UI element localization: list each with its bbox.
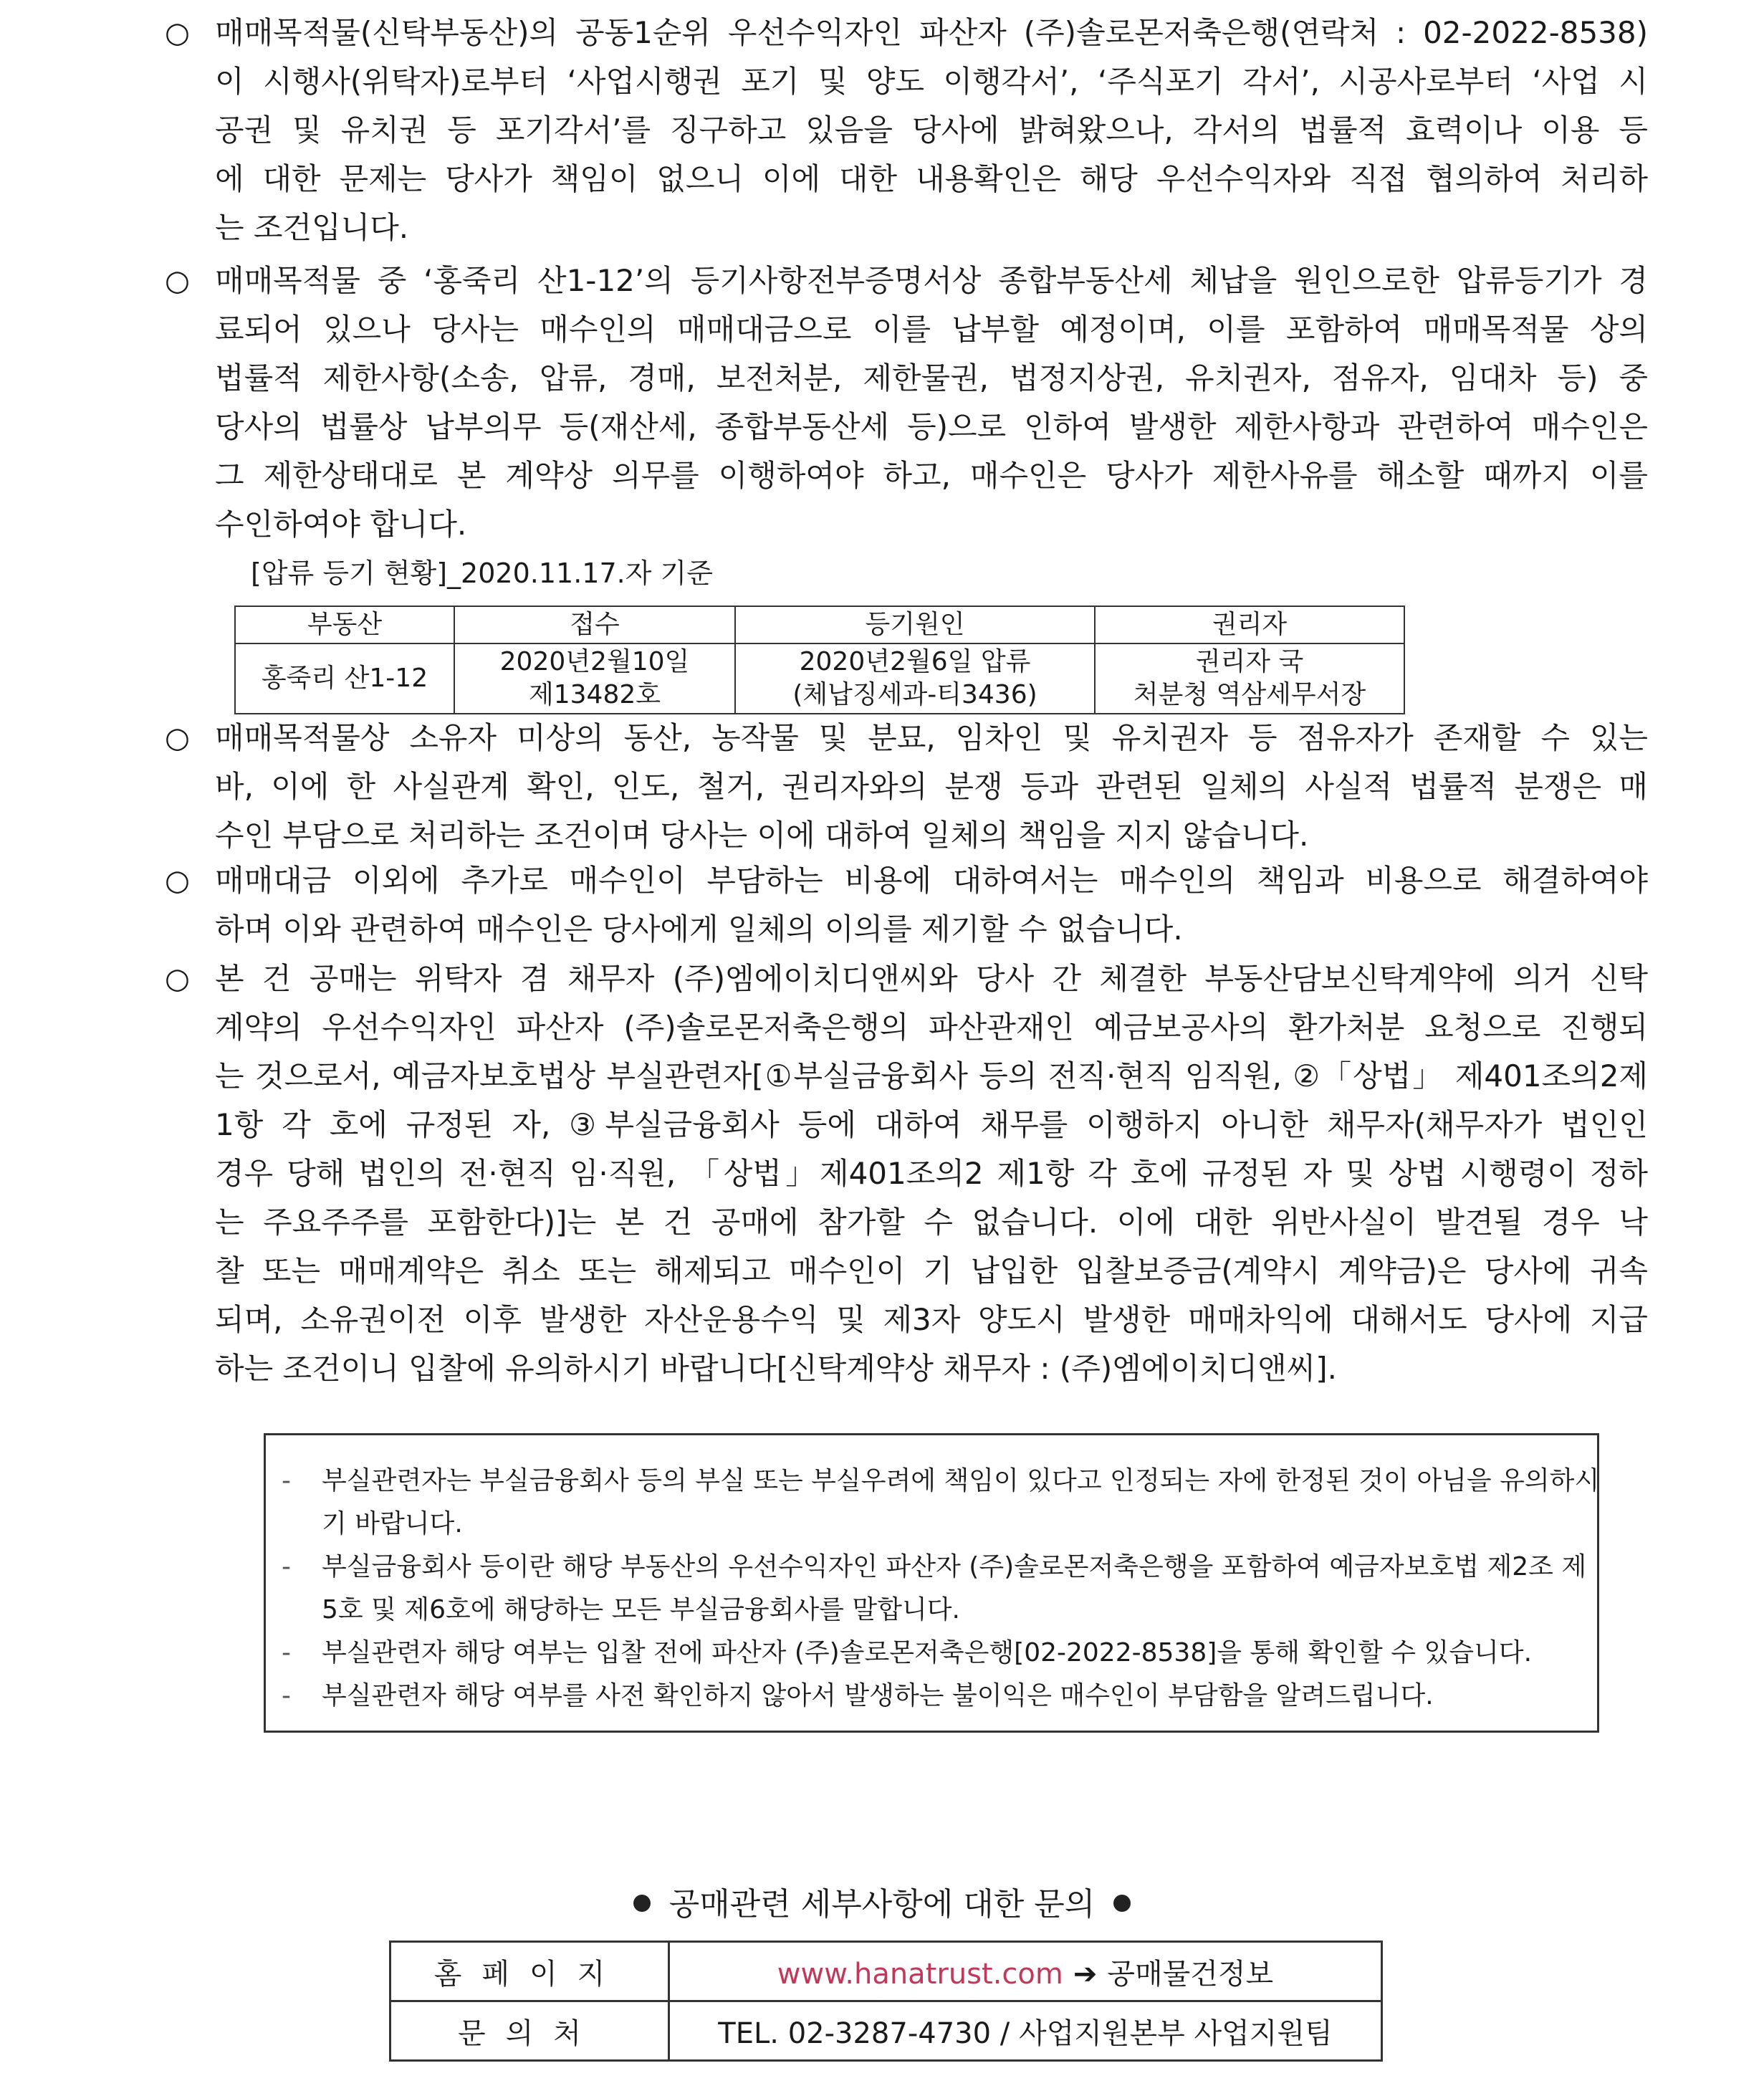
dash-mark: - xyxy=(282,1638,291,1667)
text-line: 는 주요주주를 포함한다)]는 본 건 공매에 참가할 수 없습니다. 이에 대한 위반사실이 발견될 경우 낙 xyxy=(215,1205,1648,1240)
notice-item xyxy=(282,1632,1580,1675)
text-line: 계약의 우선수익자인 파산자 (주)솔로몬저축은행의 파산관재인 예금보공사의 환가처분 요청으로 진행되 xyxy=(215,1010,1648,1045)
notice-text: 5호 및 제6호에 해당하는 모든 부실금융회사를 말합니다. xyxy=(322,1595,960,1624)
notice-item xyxy=(282,1675,1580,1718)
holder-office: 처분청 역삼세무서장 xyxy=(1133,680,1366,709)
text-line: 는 것으로서, 예금자보호법상 부실관련자[①부실금융회사 등의 전직·현직 임직원, ②「상법」 제401조의2제 xyxy=(215,1058,1648,1094)
table-header-row xyxy=(235,606,1404,643)
bullet-mark: ○ xyxy=(165,722,190,755)
notice-text: 부실관련자는 부실금융회사 등의 부실 또는 부실우려에 책임이 있다고 인정되는 자에 한정된 것이 아님을 유의하시 xyxy=(322,1466,1600,1496)
bullet-mark: ○ xyxy=(165,864,190,897)
inquiry-title-text: 공매관련 세부사항에 대한 문의 xyxy=(668,1886,1096,1923)
holder-cell xyxy=(1095,643,1404,714)
text-line: 찰 또는 매매계약은 취소 또는 해제되고 매수인이 기 납입한 입찰보증금(계약시 계약금)은 당사에 귀속 xyxy=(215,1253,1648,1288)
homepage-target: 공매물건정보 xyxy=(1107,1957,1274,1991)
cause-date: 2020년2월6일 압류 xyxy=(799,647,1031,676)
table-header-cell: 부동산 xyxy=(235,606,454,643)
receipt-number: 제13482호 xyxy=(528,680,661,709)
seizure-caption: [압류 등기 현황]_2020.11.17.자 기준 xyxy=(251,558,713,589)
contact-table xyxy=(389,1941,1383,2062)
text-line: 매매목적물(신탁부동산)의 공동1순위 우선수익자인 파산자 (주)솔로몬저축은행(연락처 : 02-2022-8538) xyxy=(215,15,1648,50)
notice-text: 기 바랍니다. xyxy=(322,1509,463,1538)
bullet-dot-icon xyxy=(1113,1895,1131,1912)
receipt-date: 2020년2월10일 xyxy=(499,647,690,676)
dash-mark: - xyxy=(282,1552,291,1581)
bullet-mark: ○ xyxy=(165,962,190,995)
seizure-table xyxy=(234,606,1405,714)
paragraph-1 xyxy=(165,9,1648,252)
dash-mark: - xyxy=(282,1681,291,1710)
table-header-cell: 권리자 xyxy=(1095,606,1404,643)
text-line: 하는 조건이니 입찰에 유의하시기 바랍니다[신탁계약상 채무자 : (주)엠에이치디앤씨]. xyxy=(215,1351,1337,1386)
dash-mark: - xyxy=(282,1466,291,1496)
notice-item xyxy=(282,1546,1587,1632)
paragraph-3 xyxy=(165,714,1648,860)
bullet-dot-icon xyxy=(633,1895,651,1912)
notice-text: 부실금융회사 등이란 해당 부동산의 우선수익자인 파산자 (주)솔로몬저축은행을 포함하여 예금자보호법 제2조 제 xyxy=(322,1552,1587,1581)
table-header-cell: 접수 xyxy=(454,606,735,643)
paragraph-5 xyxy=(165,954,1648,1393)
text-line: 매매목적물상 소유자 미상의 동산, 농작물 및 분묘, 임차인 및 유치권자 등 점유자가 존재할 수 있는 xyxy=(215,720,1648,755)
property-cell: 홍죽리 산1-12 xyxy=(235,643,454,714)
paragraph-4 xyxy=(165,856,1648,954)
contact-label: 문의처 xyxy=(390,2001,669,2061)
text-line: 그 제한상태대로 본 계약상 의무를 이행하여야 하고, 매수인은 당사가 제한사유를 해소할 때까지 이를 xyxy=(215,458,1648,493)
homepage-link[interactable]: www.hanatrust.com xyxy=(777,1957,1063,1991)
notice-box xyxy=(264,1433,1599,1733)
paragraph-2 xyxy=(165,257,1648,549)
table-row xyxy=(390,2001,1382,2061)
contact-value: TEL. 02-3287-4730 / 사업지원본부 사업지원팀 xyxy=(669,2001,1382,2061)
notice-text: 부실관련자 해당 여부는 입찰 전에 파산자 (주)솔로몬저축은행[02-2022-8538]을 통해 확인할 수 있습니다. xyxy=(322,1638,1533,1667)
table-row xyxy=(235,643,1404,714)
text-line: 당사의 법률상 납부의무 등(재산세, 종합부동산세 등)으로 인하여 발생한 제한사항과 관련하여 매수인은 xyxy=(215,409,1648,444)
text-line: 1항 각 호에 규정된 자, ③부실금융회사 등에 대하여 채무를 이행하지 아니한 채무자(채무자가 법인인 xyxy=(215,1107,1648,1142)
text-line: 수인하여야 합니다. xyxy=(215,507,467,542)
receipt-cell xyxy=(454,643,735,714)
text-line: 매매대금 이외에 추가로 매수인이 부담하는 비용에 대하여서는 매수인의 책임과 비용으로 해결하여야 xyxy=(215,863,1648,898)
text-line: 법률적 제한사항(소송, 압류, 경매, 보전처분, 제한물권, 법정지상권, 유치권자, 점유자, 임대차 등) 중 xyxy=(215,360,1648,396)
homepage-cell xyxy=(669,1942,1382,2001)
cause-cell xyxy=(735,643,1095,714)
text-line: 바, 이에 한 사실관계 확인, 인도, 철거, 권리자와의 분쟁 등과 관련된 일체의 사실적 법률적 분쟁은 매 xyxy=(215,769,1648,804)
notice-text: 부실관련자 해당 여부를 사전 확인하지 않아서 발생하는 불이익은 매수인이 부담함을 알려드립니다. xyxy=(322,1681,1434,1710)
homepage-label: 홈페이지 xyxy=(390,1942,669,2001)
bullet-mark: ○ xyxy=(165,264,190,297)
text-line: 이 시행사(위탁자)로부터 ‘사업시행권 포기 및 양도 이행각서’, ‘주식포기 각서’, 시공사로부터 ‘사업 시 xyxy=(215,64,1648,99)
text-line: 되며, 소유권이전 이후 발생한 자산운용수익 및 제3자 양도시 발생한 매매차익에 대해서도 당사에 지급 xyxy=(215,1302,1648,1337)
holder-name: 권리자 국 xyxy=(1195,647,1304,676)
text-line: 매매목적물 중 ‘홍죽리 산1-12’의 등기사항전부증명서상 종합부동산세 체납을 원인으로한 압류등기가 경 xyxy=(215,263,1648,298)
arrow-right-icon: ➔ xyxy=(1073,1957,1098,1991)
text-line: 는 조건입니다. xyxy=(215,210,409,245)
text-line: 공권 및 유치권 등 포기각서’를 징구하고 있음을 당사에 밝혀왔으나, 각서의 법률적 효력이나 이용 등 xyxy=(215,113,1648,148)
inquiry-title xyxy=(0,1883,1764,1926)
text-line: 료되어 있으나 당사는 매수인의 매매대금으로 이를 납부할 예정이며, 이를 포함하여 매매목적물 상의 xyxy=(215,312,1648,347)
table-row xyxy=(390,1942,1382,2001)
text-line: 하며 이와 관련하여 매수인은 당사에게 일체의 이의를 제기할 수 없습니다. xyxy=(215,911,1183,947)
text-line: 수인 부담으로 처리하는 조건이며 당사는 이에 대하여 일체의 책임을 지지 않습니다. xyxy=(215,818,1309,853)
cause-detail: (체납징세과-티3436) xyxy=(792,680,1037,709)
text-line: 경우 당해 법인의 전·현직 임·직원, 「상법」제401조의2 제1항 각 호에 규정된 자 및 상법 시행령이 정하 xyxy=(215,1156,1648,1191)
bullet-mark: ○ xyxy=(165,16,190,49)
text-line: 에 대한 문제는 당사가 책임이 없으니 이에 대한 내용확인은 해당 우선수익자와 직접 협의하여 처리하 xyxy=(215,161,1648,196)
table-header-cell: 등기원인 xyxy=(735,606,1095,643)
text-line: 본 건 공매는 위탁자 겸 채무자 (주)엠에이치디앤씨와 당사 간 체결한 부동산담보신탁계약에 의거 신탁 xyxy=(215,961,1648,996)
notice-item xyxy=(282,1460,1600,1546)
